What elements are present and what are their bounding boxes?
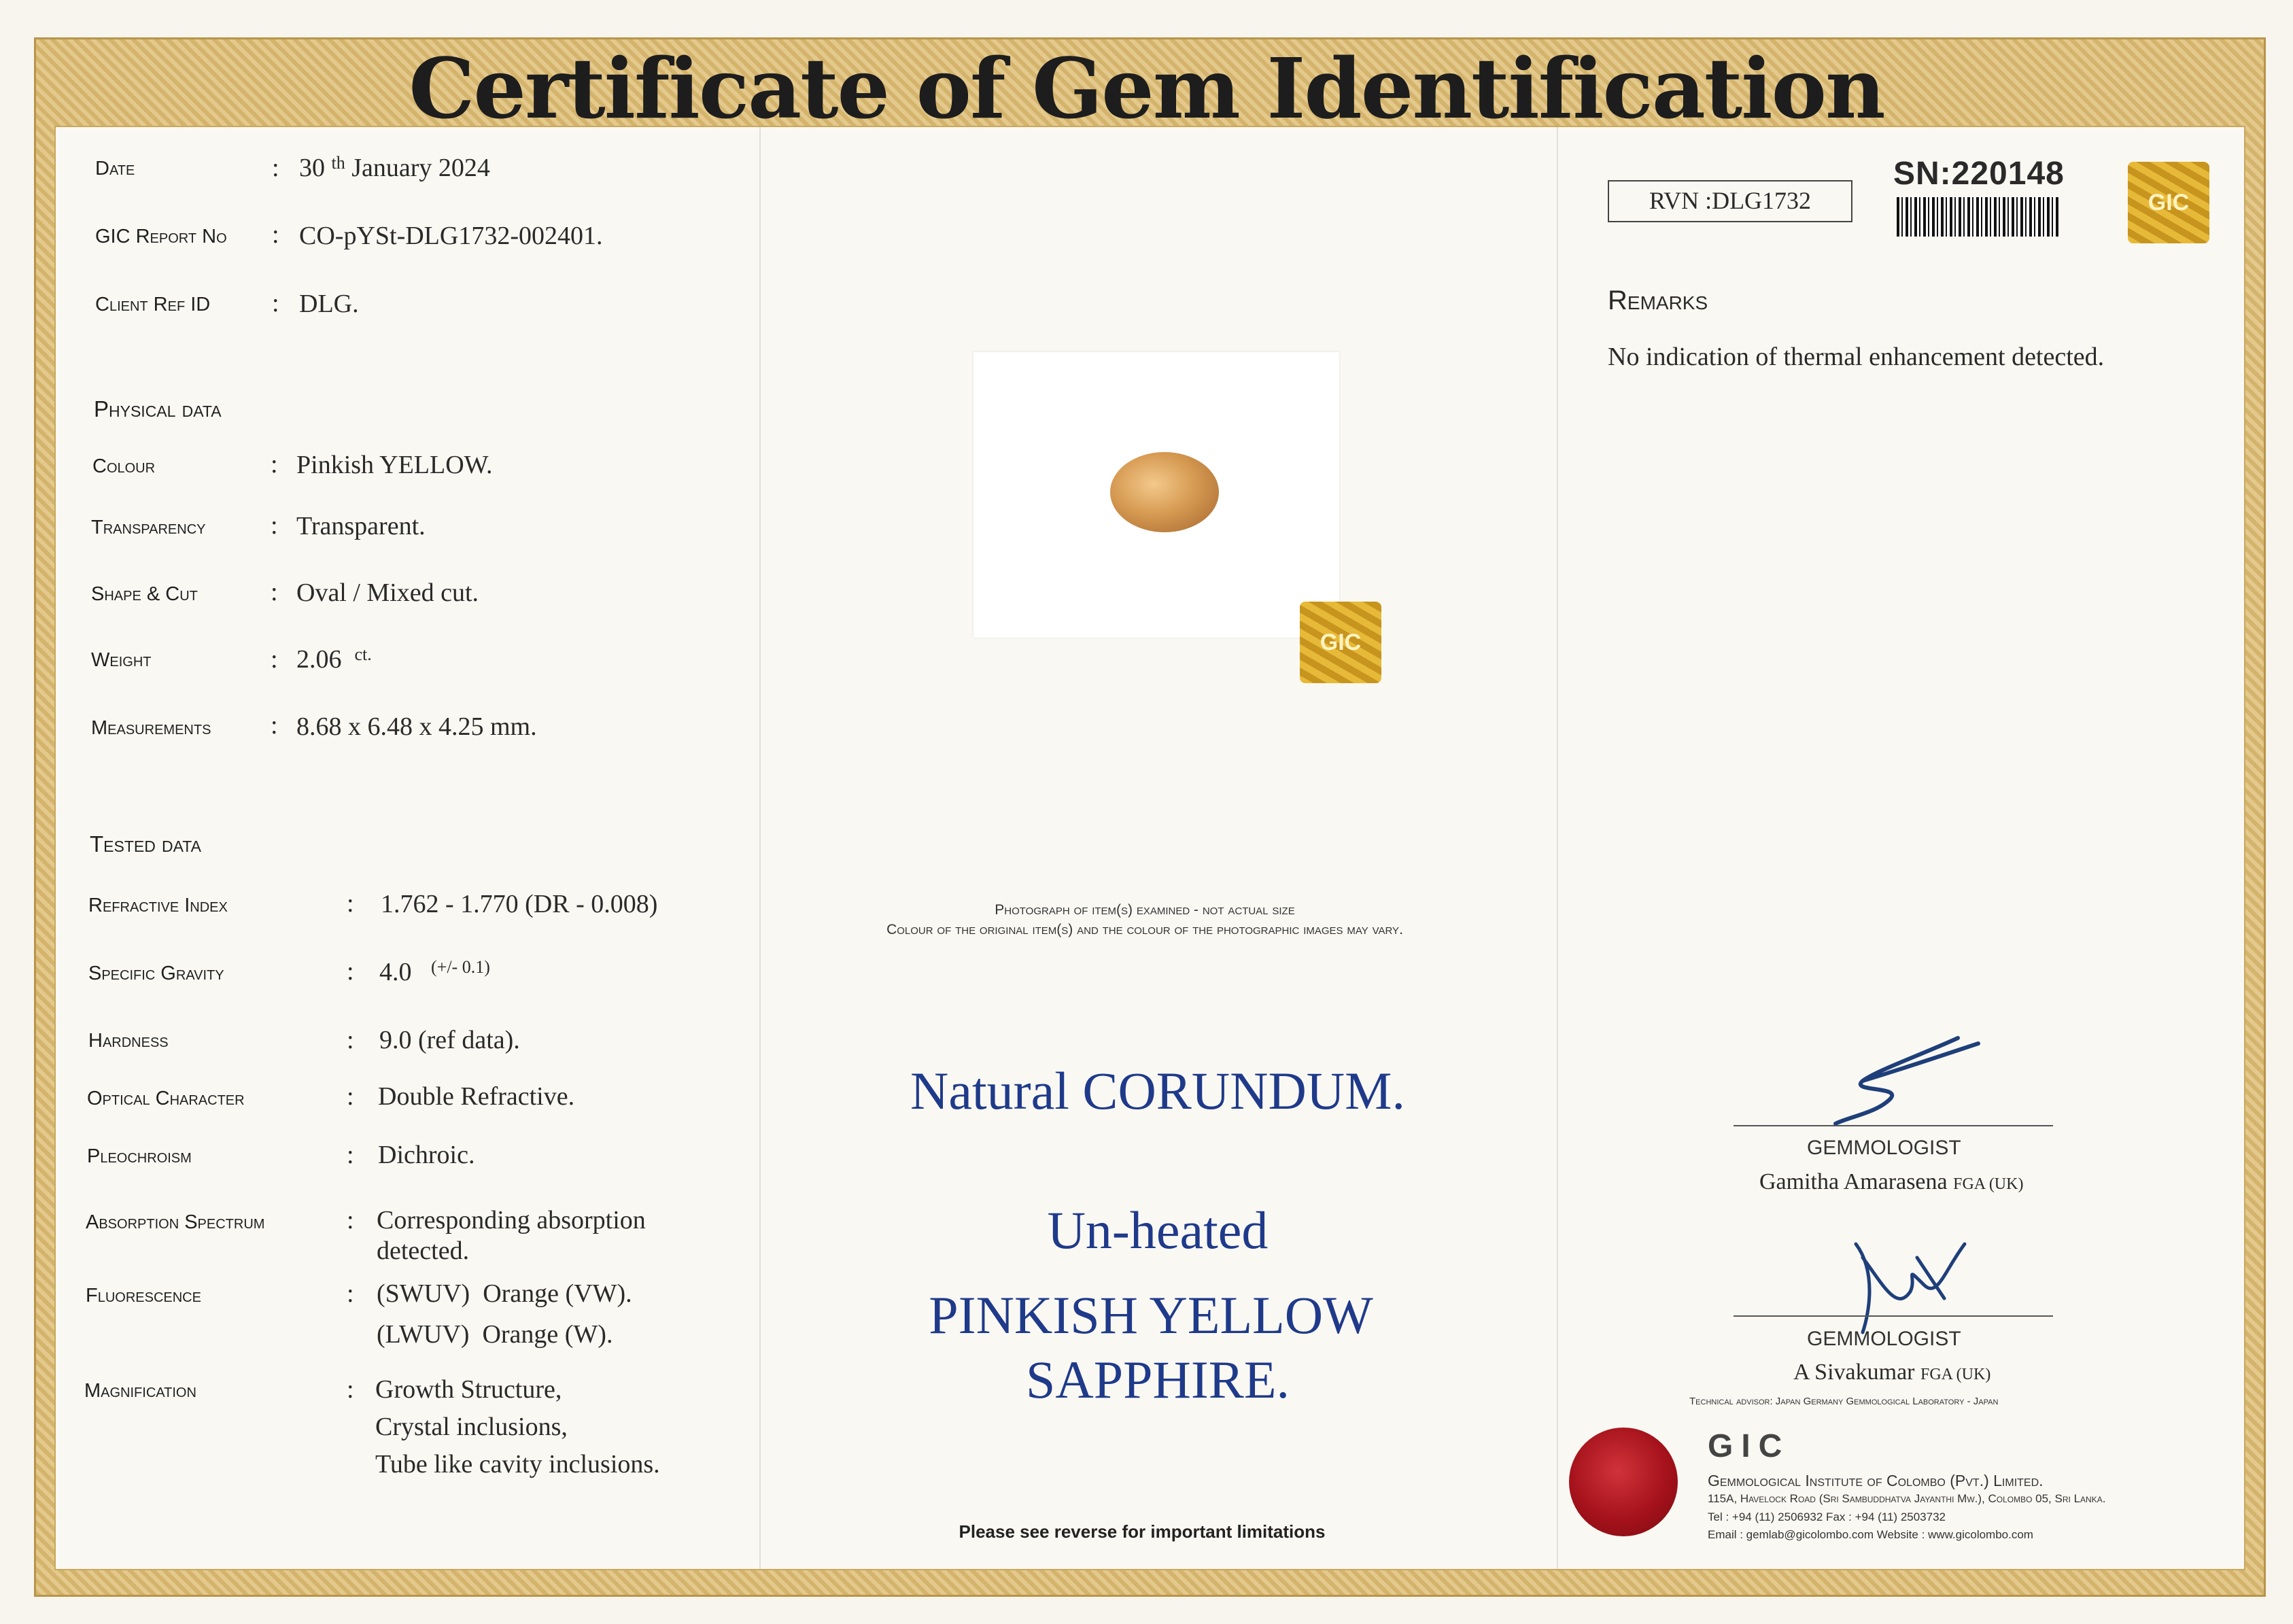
shape-cut-value: Oval / Mixed cut. (296, 578, 479, 607)
photo-caption-1: Photograph of item(s) examined - not actual size (995, 902, 1295, 918)
colour-label: Colour (92, 455, 156, 477)
signature-2 (1835, 1230, 1985, 1339)
colon: : (272, 289, 279, 317)
institute-phone: Tel : +94 (11) 2506932 Fax : +94 (11) 2503732 (1708, 1510, 1946, 1523)
hardness-label: Hardness (88, 1030, 169, 1052)
photo-caption-2: Colour of the original item(s) and the colour of the photographic images may vary. (886, 922, 1403, 937)
weight-value: 2.06 $^{ct.}$ (296, 644, 372, 674)
weight-label: Weight (91, 649, 152, 671)
colon: : (347, 1279, 354, 1308)
date-value: 30 $^{th}$ January 2024 (299, 153, 490, 182)
barcode (1897, 197, 2060, 237)
colon: : (271, 578, 278, 606)
rvn-box: RVN :DLG1732 (1608, 180, 1852, 222)
colon: : (271, 511, 278, 540)
certificate-title: Certificate of Gem Identification (409, 39, 1884, 137)
technical-advisor-note: Technical advisor: Japan Germany Gemmological Laboratory - Japan (1689, 1396, 1999, 1407)
limitations-note: Please see reverse for important limitations (959, 1521, 1326, 1542)
absorption-spectrum-value-2: detected. (377, 1237, 470, 1265)
institute-name: Gemmological Institute of Colombo (Pvt.) Limited. (1708, 1472, 2044, 1489)
pleochroism-value: Dichroic. (378, 1141, 475, 1169)
specific-gravity-label: Specific Gravity (88, 963, 224, 984)
colon: : (271, 711, 278, 740)
serial-number: SN:220148 (1893, 156, 2065, 192)
institute-address: 115A, Havelock Road (Sri Sambuddhatva Jayanthi Mw.), Colombo 05, Sri Lanka. (1708, 1492, 2106, 1505)
gemmologist-1-role: GEMMOLOGIST (1807, 1137, 1961, 1159)
hologram-sticker: GIC (1300, 602, 1381, 683)
shape-cut-label: Shape & Cut (91, 583, 198, 605)
tested-data-heading: Tested data (90, 831, 201, 857)
colon: : (271, 645, 278, 674)
colour-value: Pinkish YELLOW. (296, 451, 493, 479)
remarks-text: No indication of thermal enhancement detected. (1608, 343, 2105, 371)
client-ref-label: Client Ref ID (95, 294, 211, 315)
hologram-sticker-right: GIC (2128, 162, 2209, 243)
date-label: Date (95, 158, 135, 179)
fluorescence-label: Fluorescence (86, 1285, 201, 1307)
signature-line-1 (1734, 1125, 2053, 1126)
refractive-index-label: Refractive Index (88, 895, 228, 916)
variety-text-2: SAPPHIRE. (1026, 1350, 1290, 1409)
optical-character-label: Optical Character (87, 1088, 245, 1109)
measurements-label: Measurements (91, 717, 211, 739)
gem-image (1110, 452, 1219, 532)
remarks-title: Remarks (1608, 286, 1708, 315)
fluorescence-lwuv-value: (LWUV) Orange (W). (377, 1320, 613, 1349)
colon: : (272, 220, 279, 249)
colon: : (347, 1141, 354, 1169)
report-no-value: CO-pYSt-DLG1732-002401. (299, 222, 603, 250)
physical-data-heading: Physical data (94, 396, 222, 421)
gemmologist-1-name: Gamitha Amarasena FGA (UK) (1759, 1169, 2024, 1194)
colon: : (272, 154, 279, 182)
magnification-value-3: Tube like cavity inclusions. (375, 1450, 660, 1479)
transparency-label: Transparency (91, 517, 206, 538)
gemmologist-2-name: A Sivakumar FGA (UK) (1793, 1360, 1991, 1385)
wax-seal (1569, 1428, 1678, 1536)
colon: : (347, 1375, 354, 1404)
species-text: Natural CORUNDUM. (910, 1061, 1405, 1120)
magnification-value-2: Crystal inclusions, (375, 1413, 568, 1441)
colon: : (347, 889, 354, 918)
magnification-value-1: Growth Structure, (375, 1375, 562, 1404)
magnification-label: Magnification (84, 1380, 196, 1402)
transparency-value: Transparent. (296, 512, 426, 540)
report-no-label: GIC Report No (95, 226, 227, 247)
optical-character-value: Double Refractive. (378, 1082, 575, 1111)
absorption-spectrum-label: Absorption Spectrum (86, 1211, 265, 1233)
colon: : (347, 1026, 354, 1054)
client-ref-value: DLG. (299, 290, 359, 318)
refractive-index-value: 1.762 - 1.770 (DR - 0.008) (381, 890, 658, 918)
colon: : (347, 1206, 354, 1234)
variety-text-1: PINKISH YELLOW (929, 1285, 1373, 1345)
colon: : (271, 450, 278, 479)
colon: : (347, 957, 354, 986)
absorption-spectrum-value-1: Corresponding absorption (377, 1206, 646, 1234)
specific-gravity-value: 4.0 $^{(+/- 0.1)}$ (379, 957, 490, 986)
gic-logo-text: GIC (1708, 1428, 1791, 1464)
fluorescence-swuv-value: (SWUV) Orange (VW). (377, 1279, 632, 1308)
colon: : (347, 1082, 354, 1111)
signature-1 (1822, 1030, 1985, 1125)
institute-email: Email : gemlab@gicolombo.com Website : www.gicolombo.com (1708, 1528, 2033, 1541)
hardness-value: 9.0 (ref data). (379, 1026, 520, 1054)
signature-line-2 (1734, 1315, 2053, 1317)
measurements-value: 8.68 x 6.48 x 4.25 mm. (296, 712, 537, 741)
pleochroism-label: Pleochroism (87, 1145, 192, 1167)
treatment-text: Un-heated (1047, 1200, 1269, 1260)
gemmologist-2-role: GEMMOLOGIST (1807, 1328, 1961, 1350)
